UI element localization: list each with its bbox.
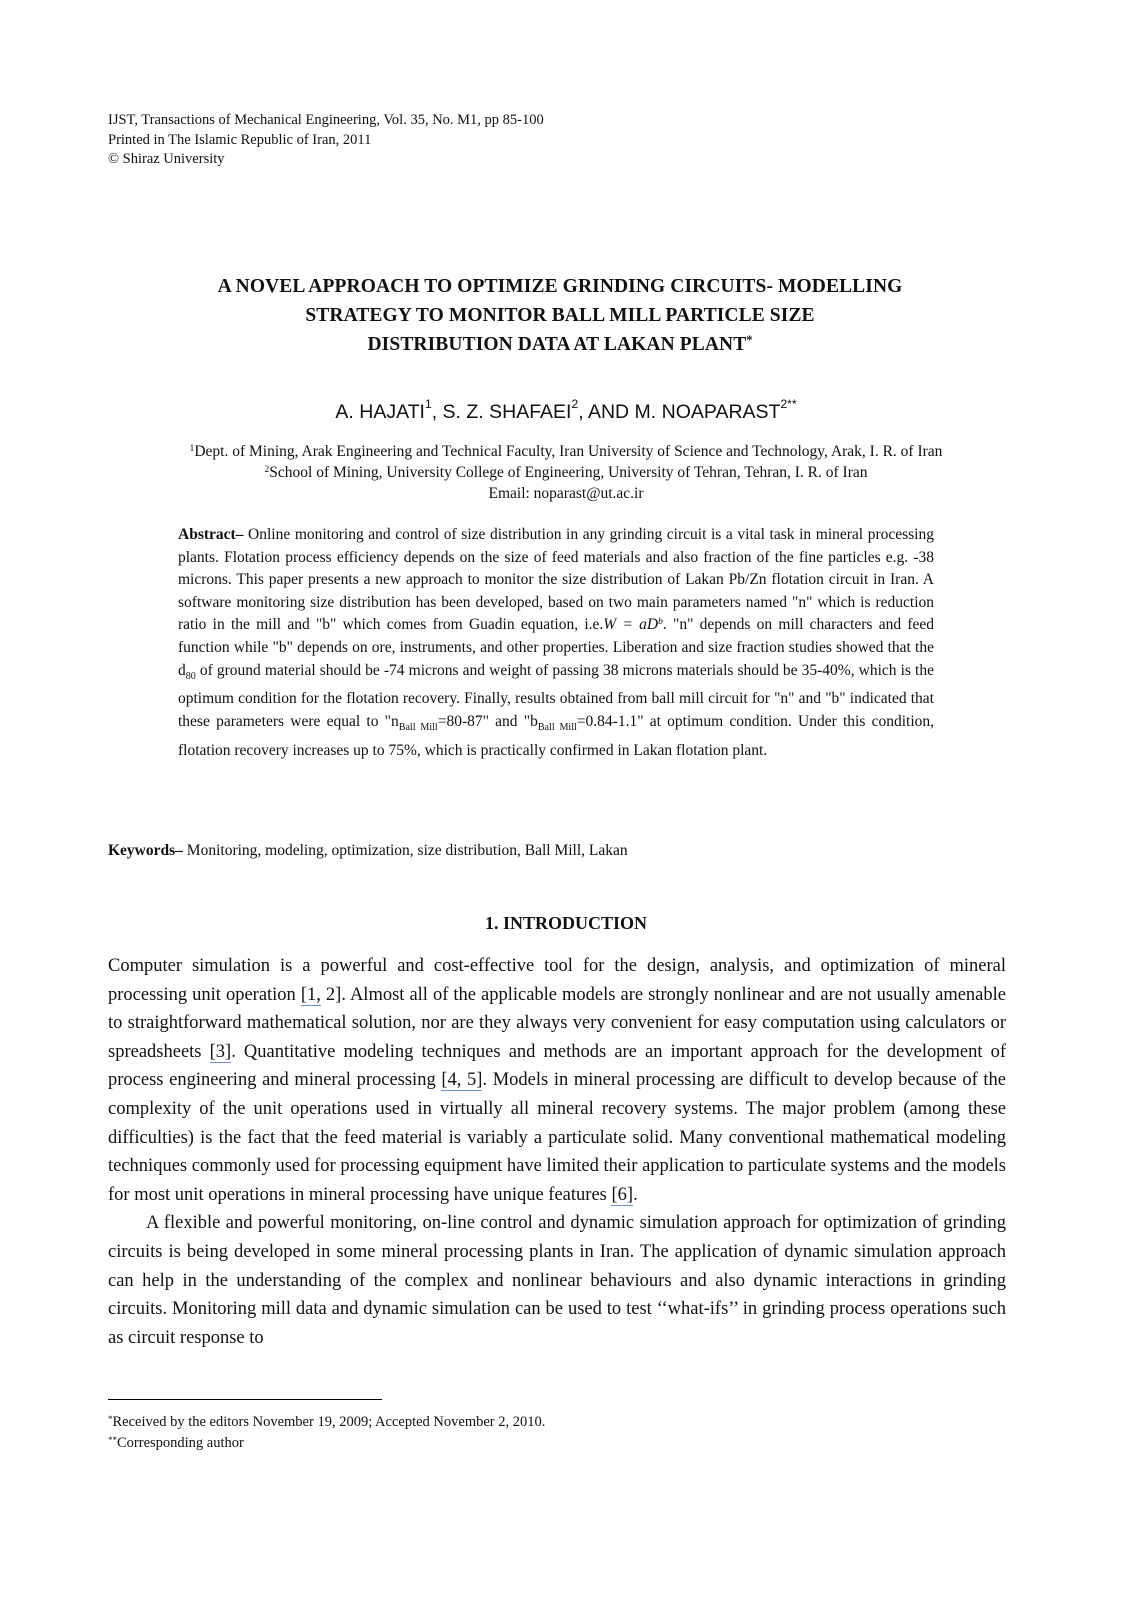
equation-body: W = aD bbox=[603, 616, 659, 634]
affiliation-2 bbox=[60, 462, 1072, 483]
title-line-2: STRATEGY TO MONITOR BALL MILL PARTICLE SIZE bbox=[305, 305, 815, 326]
author-3-affil: 2** bbox=[780, 396, 797, 411]
intro-text-4: . Models in mineral processing are difficult to develop because of the complexity of the unit operations used in virtually all mineral recovery systems. The major problem (among these difficulties) is the fact that the feed material is variably a particulate solid. Many conventional mathematical modeling techniques commonly used for processing equipment have limited their application to particulate systems and the models for most unit operations in mineral processing have unique features bbox=[108, 1070, 1006, 1205]
abstract-text-1: Online monitoring and control of size distribution in any grinding circuit is a vital task in mineral processing plants. Flotation process efficiency depends on the size of feed materials and also fraction of the fine particles e.g. -38 microns. This paper presents a new approach to monitor the size distribution of Lakan Pb/Zn flotation circuit in Iran. A software monitoring size distribution has been developed, based on two main parameters named "n" which is reduction ratio in the mill and "b" which comes from Guadin equation, i.e. bbox=[178, 526, 934, 634]
citation-2: 2] bbox=[320, 984, 342, 1005]
abstract-text-5: =0.84-1.1" at optimum condition. Under this condition, flotation recovery increases up to 75%, which is practically confirmed in Lakan flotation plant. bbox=[178, 712, 934, 759]
intro-text-3: . Quantitative modeling techniques and methods are an important approach for the development of process engineering and mineral processing bbox=[108, 1041, 1006, 1091]
title-line-3 bbox=[100, 330, 1020, 359]
citation-link-4[interactable]: [4, bbox=[441, 1070, 462, 1091]
abstract bbox=[178, 524, 934, 762]
title-line-3-text: DISTRIBUTION DATA AT LAKAN PLANT bbox=[367, 334, 747, 355]
author-1: A. HAJATI bbox=[335, 401, 425, 423]
author-3: , AND M. NOAPARAST bbox=[578, 401, 781, 423]
contact-email: Email: noparast@ut.ac.ir bbox=[488, 485, 644, 502]
copyright: © Shiraz University bbox=[108, 151, 225, 167]
citation-link-6[interactable]: [6] bbox=[611, 1184, 634, 1205]
author-2-affil: 2 bbox=[571, 396, 579, 411]
gaudin-equation bbox=[603, 616, 663, 633]
intro-text-5: . bbox=[633, 1184, 638, 1205]
introduction-body bbox=[108, 952, 1006, 1352]
equation-exponent: b bbox=[658, 616, 663, 628]
footnote-2-mark: ** bbox=[108, 1434, 117, 1445]
footnote-1-mark: * bbox=[108, 1413, 113, 1424]
intro-paragraph-1 bbox=[108, 952, 1006, 1209]
keywords-label: Keywords– bbox=[108, 842, 183, 859]
footnote-1-text: Received by the editors November 19, 2009; Accepted November 2, 2010. bbox=[112, 1414, 546, 1430]
affiliation-2-mark: 2 bbox=[264, 463, 270, 475]
author-2: , S. Z. SHAFAEI bbox=[431, 401, 572, 423]
citation-link-3[interactable]: [3] bbox=[209, 1041, 232, 1062]
title-line-1: A NOVEL APPROACH TO OPTIMIZE GRINDING CIRCUITS- MODELLING bbox=[217, 276, 903, 297]
affiliation-2-text: School of Mining, University College of Engineering, University of Tehran, Tehran, I. R. of Iran bbox=[269, 464, 868, 481]
citation-link-5[interactable]: 5] bbox=[461, 1070, 483, 1091]
title-footnote-mark: * bbox=[746, 332, 753, 347]
abstract-text-4: =80-87" and "b bbox=[437, 712, 538, 730]
paper-title bbox=[100, 272, 1020, 359]
journal-header bbox=[108, 111, 544, 170]
keywords bbox=[108, 842, 628, 860]
abstract-label: Abstract– bbox=[178, 526, 244, 543]
affiliation-1-mark: 1 bbox=[189, 442, 195, 454]
abstract-text-2: . "n" depends on mill characters and feed function while "b" depends on ore, instruments, and other properties. Liberation and size fraction studies showed that the d bbox=[178, 616, 934, 679]
intro-text-1: Computer simulation is a powerful and cost-effective tool for the design, analysis, and optimization of mineral processing unit operation bbox=[108, 956, 1006, 1005]
intro-text-2: . Almost all of the applicable models are strongly nonlinear and are not usually amenable to straightforward mathematical solution, nor are they always very convenient for easy computation using calculators or spreadsheets bbox=[108, 984, 1006, 1062]
b-subscript: Ball Mill bbox=[537, 721, 577, 733]
d80-subscript: 80 bbox=[185, 670, 196, 682]
footnote-received bbox=[108, 1412, 545, 1433]
footnote-corresponding bbox=[108, 1433, 545, 1454]
affiliation-1-text: Dept. of Mining, Arak Engineering and Technical Faculty, Iran University of Science and Technology, Arak, I. R. of Iran bbox=[194, 443, 943, 460]
printed-in: Printed in The Islamic Republic of Iran, 2011 bbox=[108, 131, 372, 148]
author-list bbox=[0, 396, 1132, 424]
intro-paragraph-2: A flexible and powerful monitoring, on-line control and dynamic simulation approach for optimization of grinding circuits is being developed in some mineral processing plants in Iran. The application of dynamic simulation approach can help in the understanding of the complex and nonlinear behaviours and also dynamic interactions in grinding circuits. Monitoring mill data and dynamic simulation can be used to test ‘‘what-ifs’’ in grinding process operations such as circuit response to bbox=[108, 1213, 1006, 1348]
author-1-affil: 1 bbox=[424, 396, 432, 411]
keywords-text: Monitoring, modeling, optimization, size distribution, Ball Mill, Lakan bbox=[182, 842, 628, 859]
footnote-2-text: Corresponding author bbox=[116, 1435, 244, 1451]
footnotes bbox=[108, 1412, 545, 1454]
footnote-divider bbox=[108, 1399, 382, 1400]
journal-citation: IJST, Transactions of Mechanical Engineering, Vol. 35, No. M1, pp 85-100 bbox=[108, 112, 544, 128]
affiliations bbox=[60, 441, 1072, 504]
n-subscript: Ball Mill bbox=[398, 721, 438, 733]
abstract-text-3: of ground material should be -74 microns and weight of passing 38 microns materials should be 35-40%, which is the optimum condition for the flotation recovery. Finally, results obtained from ball mill circuit for "n" and "b" indicated that these parameters were equal to "n bbox=[178, 661, 934, 730]
section-heading: 1. INTRODUCTION bbox=[484, 913, 648, 933]
affiliation-1 bbox=[60, 441, 1072, 462]
citation-link-1[interactable]: [1, bbox=[300, 984, 321, 1005]
